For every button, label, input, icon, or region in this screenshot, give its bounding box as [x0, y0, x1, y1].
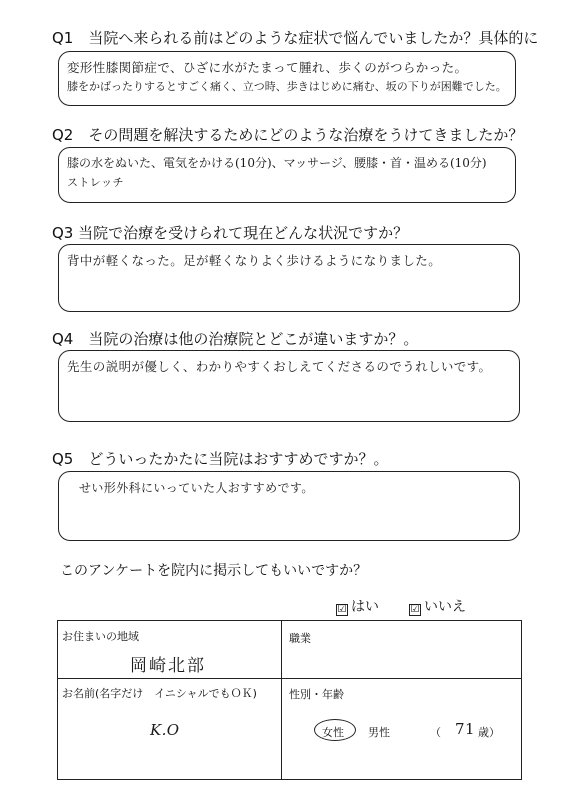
question-5-label: Q5 どういったかたに当院はおすすめですか？。	[52, 450, 389, 468]
gender-female-label: 女性	[322, 726, 344, 739]
age-open-paren: （	[430, 726, 441, 739]
consent-no-label: いいえ	[424, 599, 466, 615]
answer-2-line-2: ストレッチ	[67, 176, 124, 189]
consent-no-option[interactable]	[409, 596, 466, 616]
age-value: 71	[455, 720, 475, 738]
question-1-label: Q1 当院へ来られる前はどのような症状で悩んでいましたか？具体的に	[52, 29, 539, 47]
answer-1-line-1: 変形性膝関節症で、ひざに水がたまって腫れ、歩くのがつらかった。	[67, 60, 468, 75]
answer-3-line-1: 背中が軽くなった。足が軽くなりよく歩けるようになりました。	[67, 253, 442, 268]
answer-box-3	[58, 244, 520, 312]
answer-box-5	[58, 471, 520, 541]
table-divider-vertical	[281, 621, 282, 779]
respondent-info-table	[57, 620, 522, 780]
area-value: 岡崎北部	[130, 656, 206, 676]
gender-male-label[interactable]: 男性	[368, 726, 390, 739]
answer-2-line-1: 膝の水をぬいた、電気をかける(10分)、マッサージ、腰膝・首・温める(10分)	[67, 156, 487, 170]
question-3-label: Q3 当院で治療を受けられて現在どんな状況ですか？	[52, 224, 409, 242]
consent-yes-label: はい	[351, 599, 379, 615]
age-close-suffix: 歳）	[478, 726, 500, 739]
question-4-label: Q4 当院の治療は他の治療院とどこが違いますか？。	[52, 330, 419, 348]
consent-yes-option[interactable]	[336, 596, 379, 616]
consent-question: このアンケートを院内に掲示してもいいですか？	[60, 563, 368, 579]
checkbox-icon[interactable]: ☑	[410, 604, 420, 615]
answer-box-4	[58, 350, 520, 422]
name-label: お名前(名字だけ イニシャルでもＯＫ)	[62, 687, 257, 700]
answer-1-line-2: 膝をかばったりするとすごく痛く、立つ時、歩きはじめに痛む、坂の下りが困難でした。	[67, 80, 507, 93]
answer-box-1	[58, 51, 516, 106]
name-value: K.O	[150, 721, 180, 739]
job-label: 職業	[289, 632, 311, 645]
answer-5-line-1: せい形外科にいっていた人おすすめです。	[79, 481, 314, 495]
gender-age-label: 性別・年齢	[289, 688, 344, 701]
question-2-label: Q2 その問題を解決するためにどのような治療をうけてきましたか？	[52, 126, 524, 144]
answer-box-2	[58, 147, 516, 203]
checkbox-icon[interactable]: ☑	[337, 604, 347, 615]
area-label: お住まいの地域	[62, 630, 139, 643]
answer-4-line-1: 先生の説明が優しく、わかりやすくおしえてくださるのでうれしいです。	[67, 359, 492, 374]
table-divider-horizontal	[58, 678, 521, 679]
